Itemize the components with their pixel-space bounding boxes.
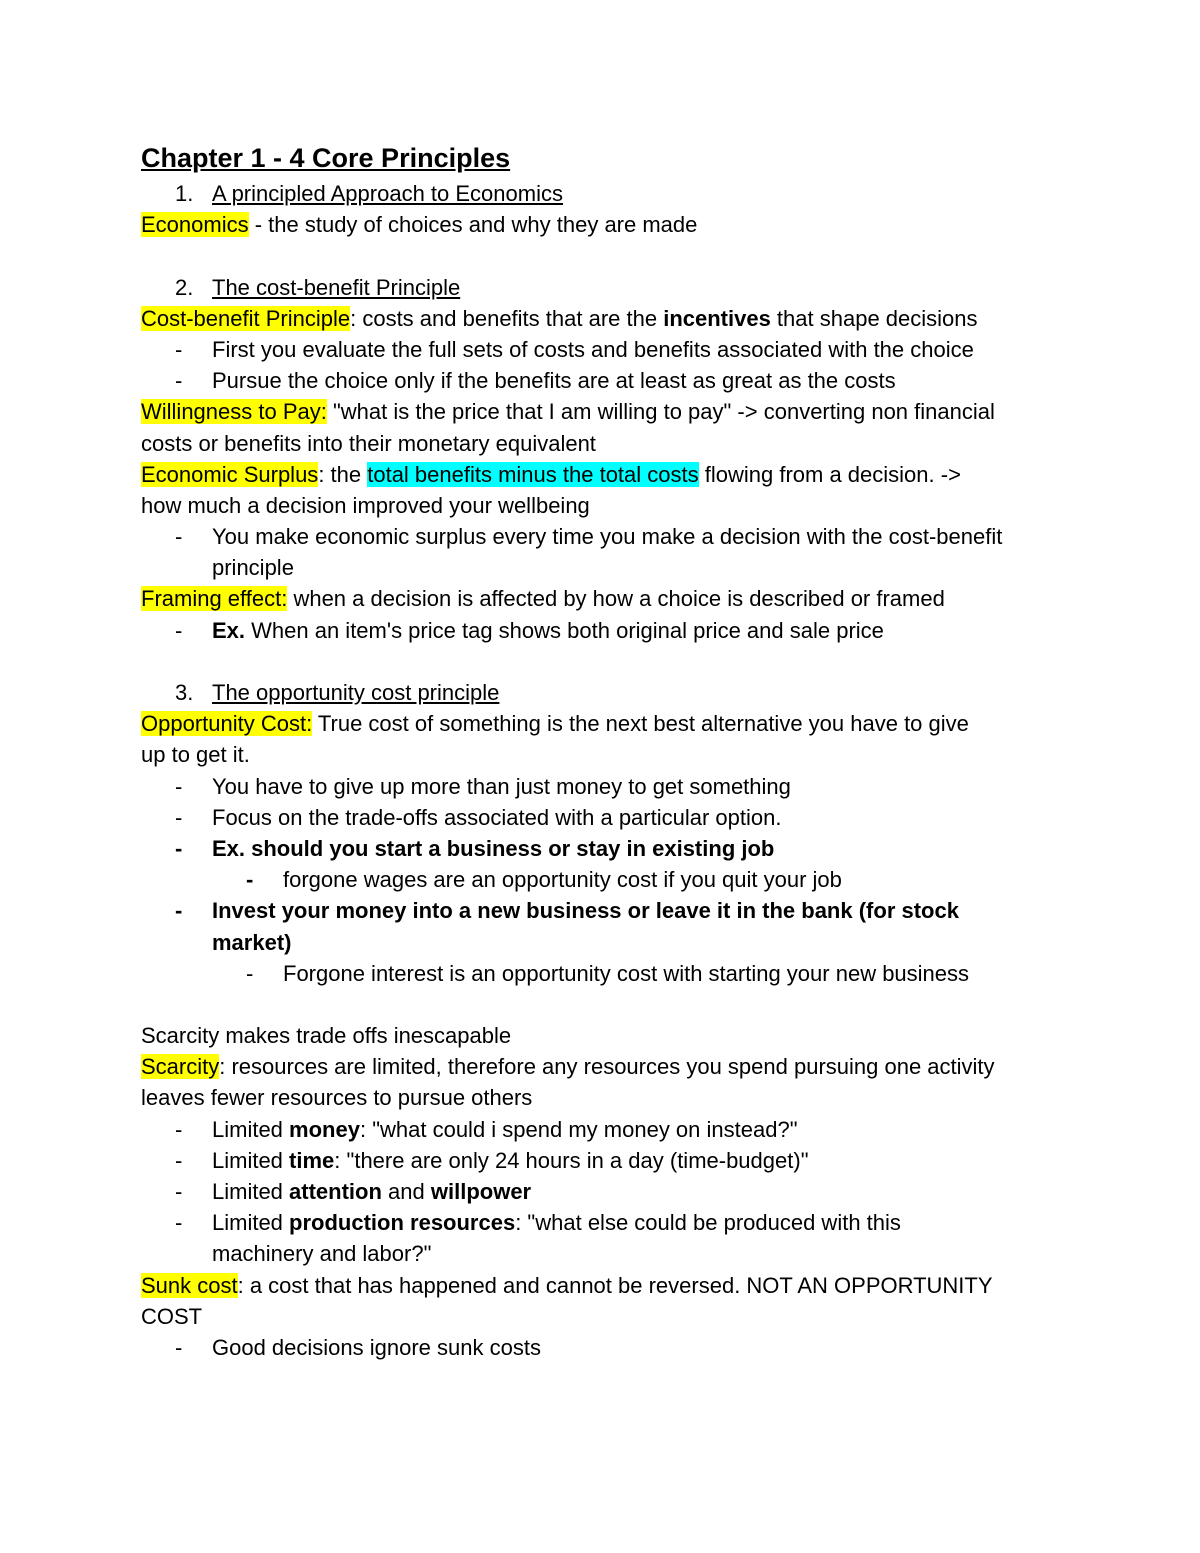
list-item: - Limited production resources: "what else could be produced with this bbox=[141, 1207, 1081, 1238]
text-line: leaves fewer resources to pursue others bbox=[141, 1085, 533, 1111]
term-highlight: Framing effect: bbox=[141, 586, 288, 612]
document-page bbox=[141, 138, 1081, 1363]
section-heading-3 bbox=[141, 677, 1081, 708]
heading-text: A principled Approach to Economics bbox=[212, 181, 563, 206]
list-item: - First you evaluate the full sets of costs and benefits associated with the choice bbox=[141, 334, 1081, 365]
term-highlight: Economic Surplus bbox=[141, 461, 319, 487]
dash-bullet: - bbox=[175, 1179, 183, 1204]
dash-bullet: - bbox=[246, 960, 254, 986]
dash-bullet: - bbox=[175, 804, 183, 830]
definition-willingness-to-pay: Willingness to Pay: "what is the price that I am willing to pay" -> converting non financial bbox=[141, 399, 995, 425]
text-line: up to get it. bbox=[141, 742, 250, 768]
blank-line bbox=[141, 989, 1081, 1020]
dash-bullet: - bbox=[175, 835, 183, 861]
dash-bullet: - bbox=[175, 1147, 183, 1173]
term-highlight: Scarcity bbox=[141, 1054, 220, 1080]
term-highlight: Willingness to Pay: bbox=[141, 399, 327, 425]
list-item: - Focus on the trade-offs associated with a particular option. bbox=[141, 802, 1081, 833]
sub-list-item: - forgone wages are an opportunity cost if you quit your job bbox=[141, 864, 1081, 895]
blank-line bbox=[141, 646, 1081, 677]
list-item: - Pursue the choice only if the benefits are at least as great as the costs bbox=[141, 365, 1081, 396]
definition-economics: Economics - the study of choices and why they are made bbox=[141, 212, 698, 238]
dash-bullet: - bbox=[246, 867, 254, 893]
term-highlight: Economics bbox=[141, 212, 249, 238]
list-item-continuation: principle bbox=[212, 555, 294, 581]
dash-bullet: - bbox=[175, 1334, 183, 1360]
section-heading-1 bbox=[141, 178, 1081, 209]
text-line: how much a decision improved your wellbeing bbox=[141, 492, 590, 518]
list-item: - Ex. should you start a business or stay in existing job bbox=[141, 833, 1081, 864]
dash-bullet: - bbox=[175, 1116, 183, 1142]
text-line: Scarcity makes trade offs inescapable bbox=[141, 1023, 512, 1049]
term-highlight: Cost-benefit Principle bbox=[141, 305, 351, 331]
blank-line bbox=[141, 240, 1081, 271]
list-number: 3. bbox=[175, 680, 194, 705]
dash-bullet: - bbox=[175, 617, 183, 643]
dash-bullet: - bbox=[175, 368, 183, 394]
list-number: 1. bbox=[175, 181, 194, 206]
text-line: COST bbox=[141, 1303, 203, 1329]
section-heading-2 bbox=[141, 272, 1081, 303]
page-title: Chapter 1 - 4 Core Principles bbox=[141, 143, 511, 173]
list-item: - Limited money: "what could i spend my money on instead?" bbox=[141, 1114, 1081, 1145]
list-item: - Limited attention and willpower bbox=[141, 1176, 1081, 1207]
definition-cost-benefit: Cost-benefit Principle: costs and benefits that are the incentives that shape decisions bbox=[141, 305, 978, 331]
definition-opportunity-cost: Opportunity Cost: True cost of something is the next best alternative you have to give bbox=[141, 711, 969, 737]
list-item: - Limited time: "there are only 24 hours in a day (time-budget)" bbox=[141, 1145, 1081, 1176]
list-number: 2. bbox=[175, 274, 194, 300]
list-item: - You make economic surplus every time you make a decision with the cost-benefit bbox=[141, 521, 1081, 552]
definition-framing-effect: Framing effect: when a decision is affected by how a choice is described or framed bbox=[141, 586, 945, 612]
list-item: - You have to give up more than just money to get something bbox=[141, 771, 1081, 802]
list-item: - Ex. When an item's price tag shows both original price and sale price bbox=[141, 615, 1081, 646]
heading-text: The opportunity cost principle bbox=[212, 680, 500, 705]
dash-bullet: - bbox=[175, 524, 183, 550]
cyan-highlight: total benefits minus the total costs bbox=[367, 461, 699, 487]
list-item-continuation: machinery and labor?" bbox=[212, 1241, 432, 1267]
text-line: costs or benefits into their monetary equivalent bbox=[141, 430, 596, 456]
term-highlight: Opportunity Cost: bbox=[141, 711, 313, 737]
definition-sunk-cost: Sunk cost: a cost that has happened and cannot be reversed. NOT AN OPPORTUNITY bbox=[141, 1272, 993, 1298]
dash-bullet: - bbox=[175, 773, 183, 799]
definition-economic-surplus: Economic Surplus: the total benefits minus the total costs flowing from a decision. -> bbox=[141, 461, 961, 487]
sub-list-item: - Forgone interest is an opportunity cost with starting your new business bbox=[141, 958, 1081, 989]
dash-bullet: - bbox=[175, 898, 183, 924]
dash-bullet: - bbox=[175, 1210, 183, 1236]
term-highlight: Sunk cost bbox=[141, 1272, 238, 1298]
list-item-continuation: market) bbox=[212, 929, 292, 955]
heading-text: The cost-benefit Principle bbox=[212, 274, 461, 300]
list-item: - Good decisions ignore sunk costs bbox=[141, 1332, 1081, 1363]
list-item: - Invest your money into a new business or leave it in the bank (for stock bbox=[141, 895, 1081, 926]
definition-scarcity: Scarcity: resources are limited, therefore any resources you spend pursuing one activity bbox=[141, 1054, 995, 1080]
dash-bullet: - bbox=[175, 336, 183, 362]
